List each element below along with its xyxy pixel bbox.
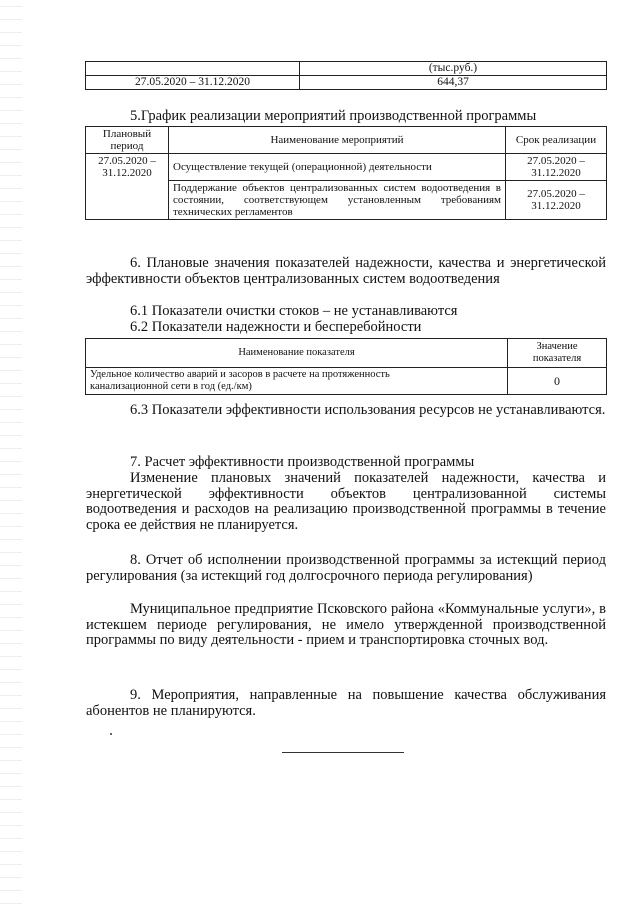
section-6-2: 6.2 Показатели надежности и бесперебойности [130, 319, 422, 335]
header-cell: Наименование показателя [86, 339, 508, 368]
section-8-heading: 8. Отчет об исполнении производственной программы за истекщий период регулирования (за истекщий год долгосрочного периода регулирования) [86, 552, 606, 584]
header-cell: Значение показателя [508, 339, 607, 368]
section-8-text: Муниципальное предприятие Псковского района «Коммунальные услуги», в истекшем периоде регулирования, не имело утвержденной производственной программы по виду деятельности - прием и транспортировка сточных вод. [86, 601, 606, 648]
activity-cell: Осуществление текущей (операционной) деятельности [169, 154, 506, 181]
table-row [86, 62, 607, 76]
term-cell: 27.05.2020 – 31.12.2020 [506, 181, 607, 220]
section-6-1: 6.1 Показатели очистки стоков – не устанавливаются [130, 303, 458, 319]
cost-table [85, 61, 607, 90]
value-cell: 644,37 [300, 76, 607, 90]
end-divider [282, 752, 404, 753]
stray-dot [110, 733, 112, 735]
reliability-table [85, 338, 607, 395]
binding-margin [0, 0, 22, 905]
section-9-text: 9. Мероприятия, направленные на повышение качества обслуживания абонентов не планируются. [86, 687, 606, 719]
section-7-heading: 7. Расчет эффективности производственной программы [130, 454, 475, 470]
indicator-cell: Удельное количество аварий и засоров в расчете на протяженность канализационной сети в год (ед./км) [86, 368, 508, 395]
section-5-heading: 5.График реализации мероприятий производственной программы [130, 108, 537, 124]
header-cell: Срок реализации [506, 127, 607, 154]
indicator-value: 0 [508, 368, 607, 395]
table-row [86, 368, 607, 395]
period-cell: 27.05.2020 – 31.12.2020 [86, 76, 300, 90]
period-cell: 27.05.2020 – 31.12.2020 [86, 154, 169, 220]
term-cell: 27.05.2020 – 31.12.2020 [506, 154, 607, 181]
table-header-row [86, 339, 607, 368]
section-6-3: 6.3 Показатели эффективности использования ресурсов не устанавливаются. [130, 402, 606, 418]
table-cell [86, 62, 300, 76]
unit-cell: (тыс.руб.) [300, 62, 607, 76]
header-cell: Наименование мероприятий [169, 127, 506, 154]
table-header-row [86, 127, 607, 154]
schedule-table [85, 126, 607, 220]
section-7-text: Изменение плановых значений показателей надежности, качества и энергетической эффективности объектов централизованной системы водоотведения и расходов на реализацию производственной программы в течение срока ее действия не планируется. [86, 470, 606, 533]
table-row [86, 76, 607, 90]
section-6-heading: 6. Плановые значения показателей надежности, качества и энергетической эффективности объектов централизованных систем водоотведения [86, 255, 606, 287]
activity-cell: Поддержание объектов централизованных систем водоотведения в состоянии, соответствующем установленным требованиям технических регламентов [169, 181, 506, 220]
table-row [86, 154, 607, 181]
header-cell: Плановый период [86, 127, 169, 154]
